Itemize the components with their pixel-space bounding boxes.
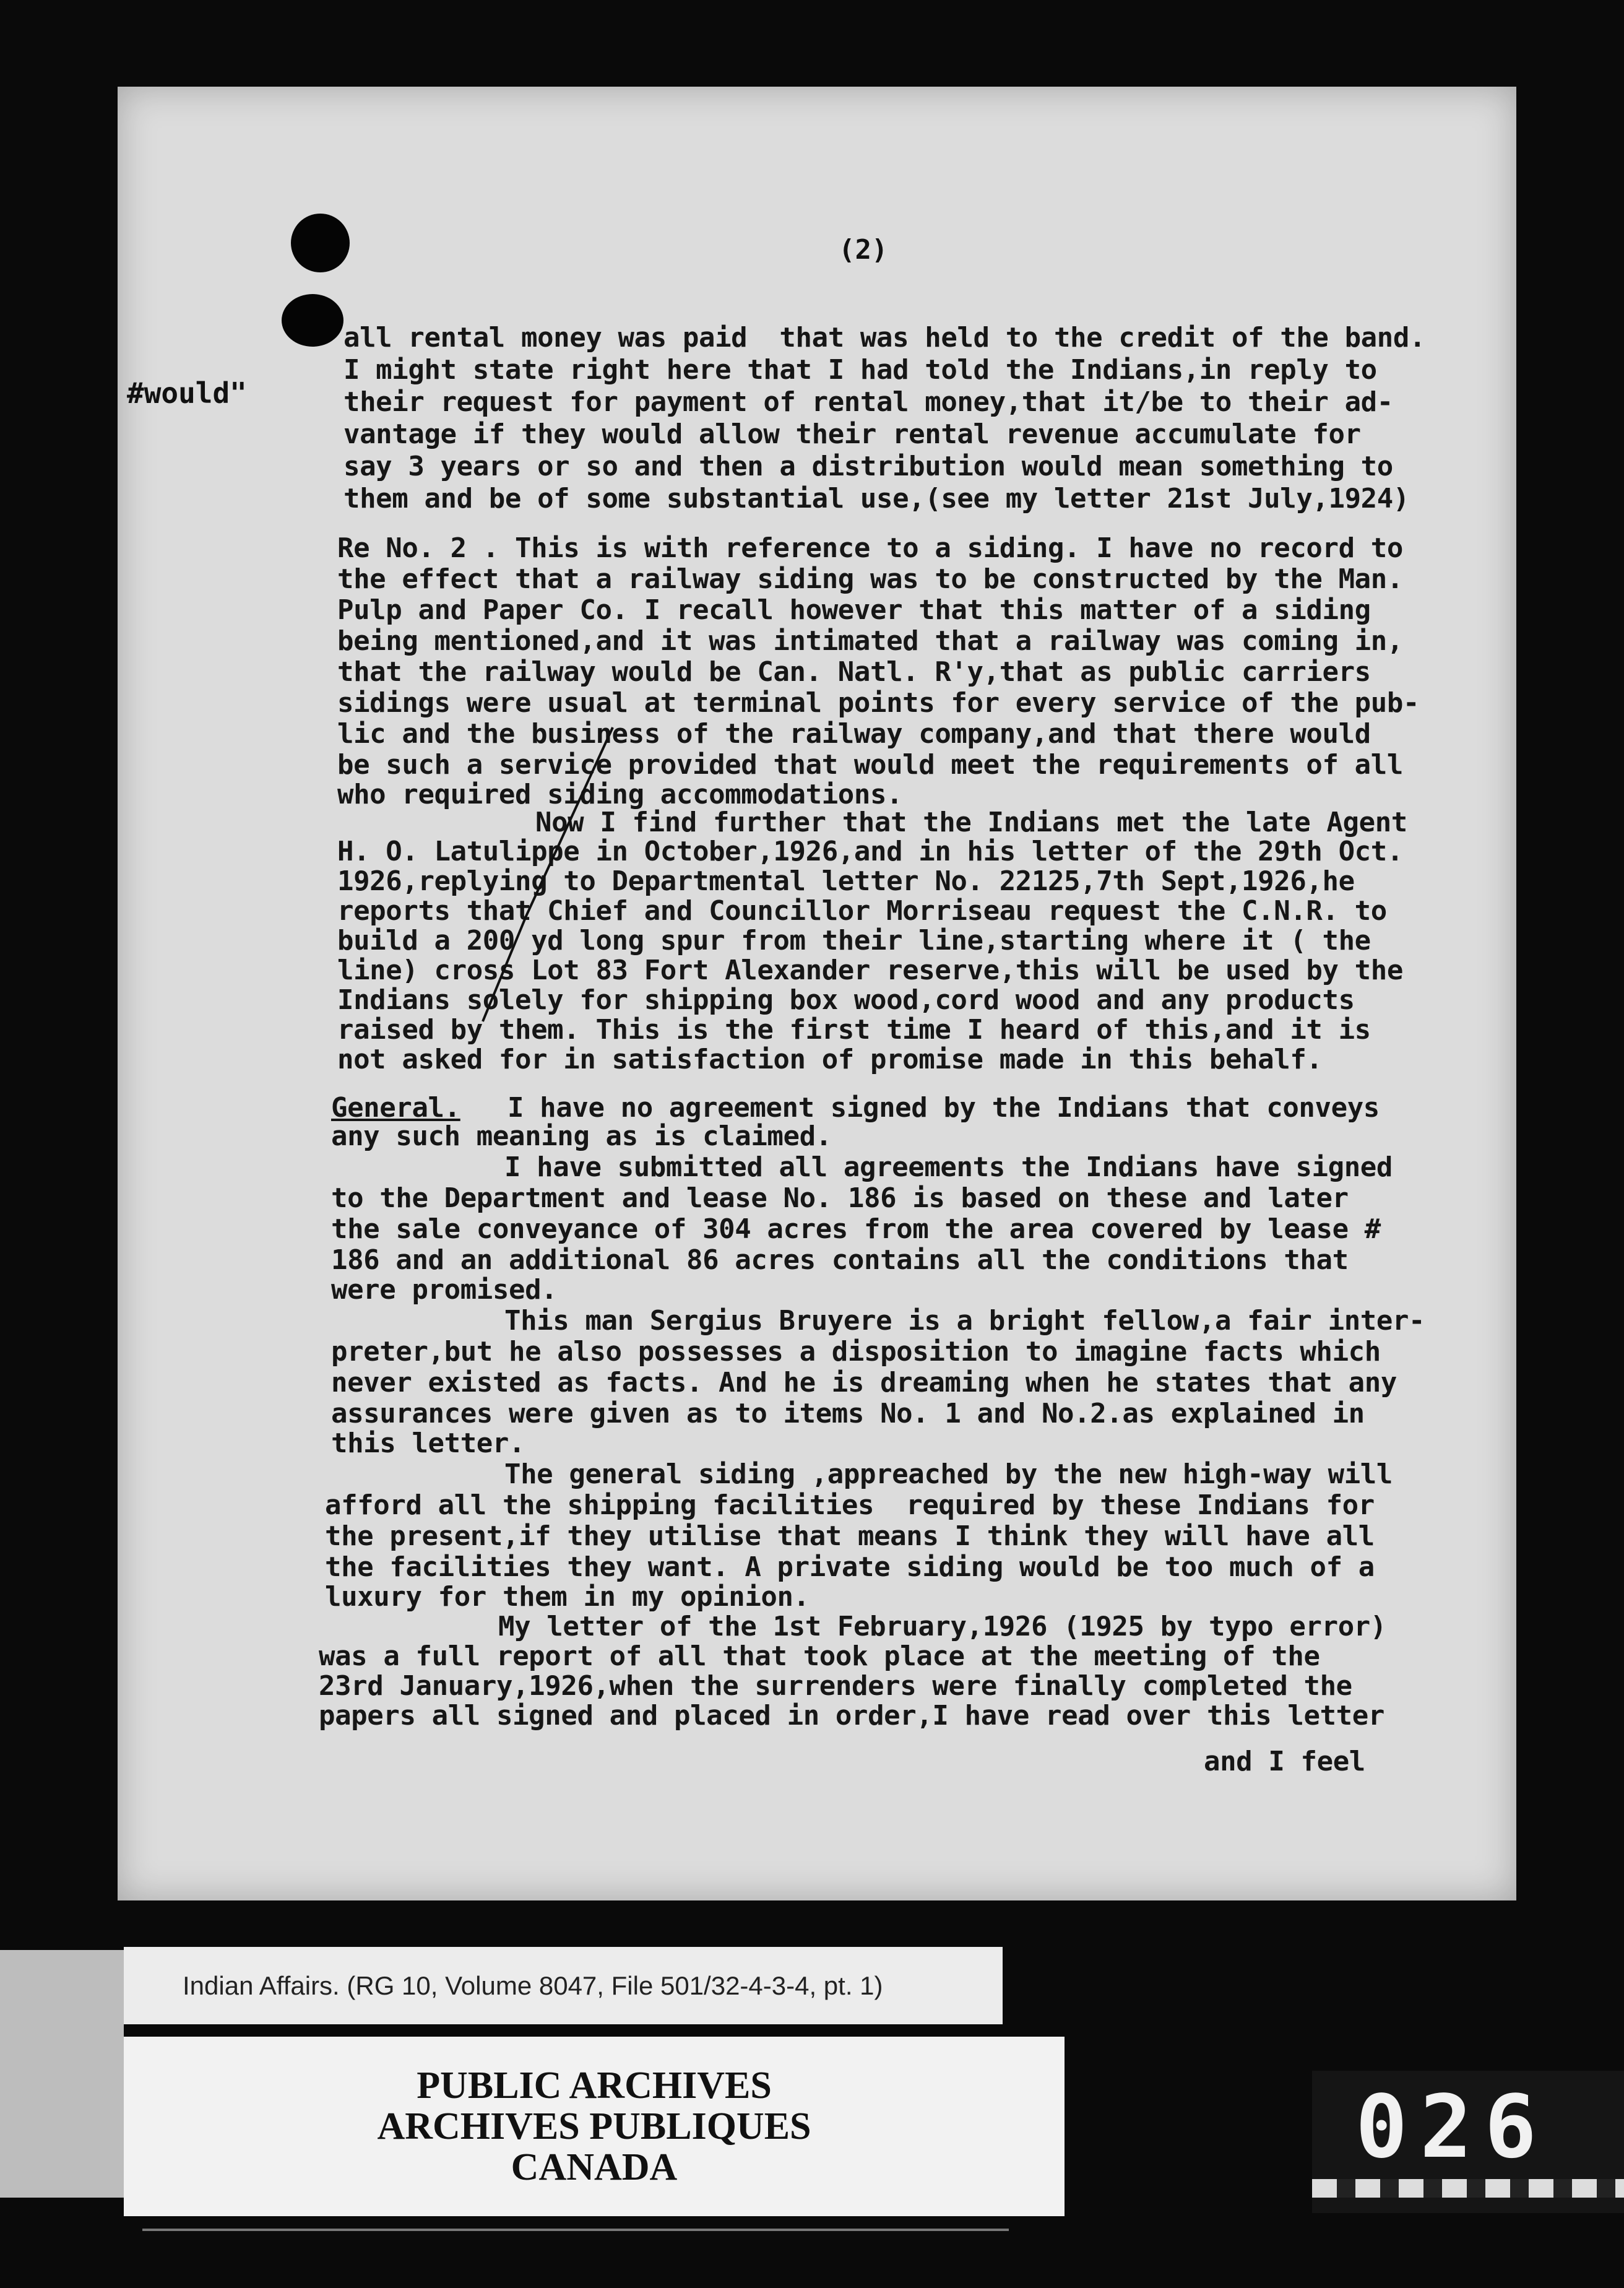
text-line: was a full report of all that took place at the meeting of the — [319, 1640, 1320, 1672]
text-line: build a 200 yd long spur from their line,starting where it ( the — [337, 925, 1371, 956]
film-margin — [0, 1950, 124, 2198]
text-line: not asked for in satisfaction of promise made in this behalf. — [337, 1044, 1323, 1075]
text-line: never existed as facts. And he is dreaming when he states that any — [331, 1367, 1397, 1398]
text-line: be such a service provided that would meet the requirements of all — [337, 749, 1403, 781]
text-line: 23rd January,1926,when the surrenders were finally completed the — [319, 1670, 1352, 1702]
text-line: reports that Chief and Councillor Morriseau request the C.N.R. to — [337, 895, 1387, 927]
archive-stamp — [124, 2037, 1065, 2216]
frame-number: 026 — [1355, 2077, 1549, 2178]
text-line: My letter of the 1st February,1926 (1925 by typo error) — [498, 1611, 1386, 1642]
text-line: this letter. — [331, 1428, 525, 1459]
text-line: all rental money was paid that was held to the credit of the band. — [343, 322, 1426, 353]
archive-line-3: CANADA — [511, 2146, 678, 2188]
text-line: their request for payment of rental money,that it/be to their ad- — [343, 386, 1393, 418]
text-line: sidings were usual at terminal points for every service of the pub- — [337, 687, 1420, 719]
text-line: the effect that a railway siding was to be constructed by the Man. — [337, 563, 1403, 595]
text-line: vantage if they would allow their rental revenue accumulate for — [343, 418, 1361, 450]
text-line: This man Sergius Bruyere is a bright fellow,a fair inter- — [504, 1305, 1425, 1337]
text-line: H. O. Latulippe in October,1926,and in his letter of the 29th Oct. — [337, 836, 1403, 867]
text-line: papers all signed and placed in order,I have read over this letter — [319, 1700, 1384, 1731]
text-line: Pulp and Paper Co. I recall however that this matter of a siding — [337, 594, 1371, 626]
text-line: I have no agreement signed by the Indians that conveys — [508, 1092, 1380, 1124]
text-line: Now I find further that the Indians met the late Agent — [535, 807, 1407, 838]
page-number: (2) — [839, 234, 888, 266]
text-line: and I feel — [1204, 1746, 1365, 1777]
text-line: that the railway would be Can. Natl. R'y,that as public carriers — [337, 656, 1371, 688]
text-line: to the Department and lease No. 186 is based on these and later — [331, 1182, 1349, 1214]
text-line: lic and the business of the railway company,and that there would — [337, 718, 1371, 750]
bottom-rule — [142, 2229, 1009, 2231]
text-line: raised by them. This is the first time I heard of this,and it is — [337, 1014, 1371, 1046]
text-line: preter,but he also possesses a disposition to imagine facts which — [331, 1336, 1381, 1367]
text-line: line) cross Lot 83 Fort Alexander reserve,this will be used by the — [337, 955, 1403, 986]
text-line: the present,if they utilise that means I think they will have all — [325, 1520, 1375, 1552]
text-line: say 3 years or so and then a distribution would mean something to — [343, 451, 1393, 482]
text-line: Indians solely for shipping box wood,cord wood and any products — [337, 984, 1355, 1016]
text-line: the facilities they want. A private siding would be too much of a — [325, 1551, 1375, 1583]
archive-line-1: PUBLIC ARCHIVES — [417, 2065, 772, 2107]
text-line: who required siding accommodations. — [337, 779, 903, 810]
archive-reference-label — [124, 1947, 1003, 2024]
archive-line-2: ARCHIVES PUBLIQUES — [377, 2105, 811, 2147]
text-line: afford all the shipping facilities required by these Indians for — [325, 1489, 1375, 1521]
text-line: I have submitted all agreements the Indians have signed — [504, 1151, 1393, 1183]
margin-note: #would" — [127, 376, 247, 410]
text-line: 186 and an additional 86 acres contains all the conditions that — [331, 1244, 1349, 1276]
text-line: the sale conveyance of 304 acres from the area covered by lease # — [331, 1213, 1381, 1245]
section-heading: General. — [331, 1092, 460, 1124]
text-line: The general siding ,appreached by the new high-way will — [504, 1458, 1393, 1490]
text-line: any such meaning as is claimed. — [331, 1120, 832, 1152]
text-line: them and be of some substantial use,(see my letter 21st July,1924) — [343, 483, 1409, 514]
archive-reference: Indian Affairs. (RG 10, Volume 8047, File 501/32-4-3-4, pt. 1) — [183, 1970, 883, 2000]
text-line: I might state right here that I had told the Indians,in reply to — [343, 354, 1377, 386]
text-line: Re No. 2 . This is with reference to a siding. I have no record to — [337, 532, 1403, 564]
text-line: 1926,replying to Departmental letter No. 22125,7th Sept,1926,he — [337, 865, 1355, 897]
text-line: were promised. — [331, 1274, 558, 1306]
text-line: assurances were given as to items No. 1 and No.2.as explained in — [331, 1398, 1365, 1429]
text-line: being mentioned,and it was intimated that a railway was coming in, — [337, 625, 1403, 657]
film-sprocket-strip — [1312, 2179, 1624, 2198]
text-line: luxury for them in my opinion. — [325, 1581, 810, 1613]
